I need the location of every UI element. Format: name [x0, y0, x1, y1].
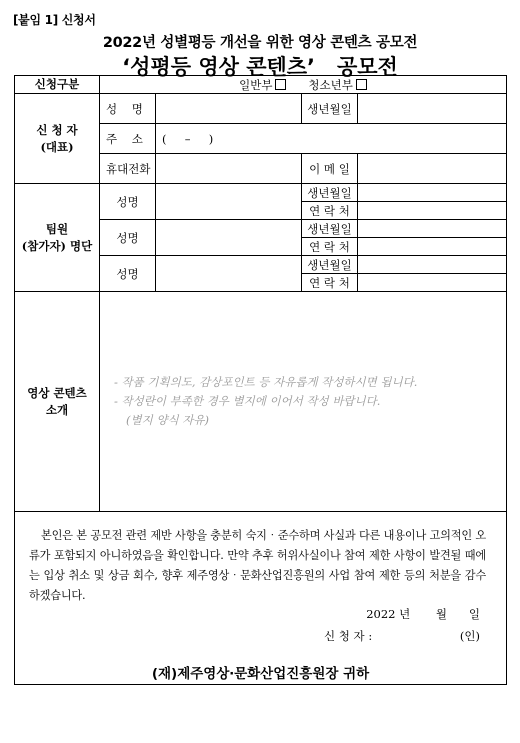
content-section-subtitle: 소개: [45, 402, 69, 417]
content-hint-3: (별지 양식 자유): [126, 413, 209, 427]
member-contact-field[interactable]: [358, 274, 507, 292]
member-name-label: 성명: [100, 256, 156, 292]
birth-field[interactable]: [358, 94, 507, 124]
general-option-label: 일반부: [239, 77, 273, 92]
member-birth-label: 생년월일: [302, 256, 358, 274]
category-row: [15, 76, 507, 94]
phone-label: 휴대전화: [100, 154, 156, 184]
member-contact-label: 연 락 처: [302, 202, 358, 220]
content-hint-1: - 작품 기획의도, 감상포인트 등 자유롭게 작성하시면 됩니다.: [114, 375, 418, 389]
address-label: 주 소: [100, 124, 156, 154]
team-section-title: 팀원: [45, 221, 69, 236]
team-section-subtitle: (참가자) 명단: [21, 238, 93, 253]
youth-option-label: 청소년부: [308, 77, 353, 92]
member-contact-field[interactable]: [358, 238, 507, 256]
name-label: 성 명: [100, 94, 156, 124]
declaration-cell: [15, 512, 507, 685]
signer-line[interactable]: 신 청 자 : (인): [324, 629, 481, 643]
member-name-label: 성명: [100, 184, 156, 220]
email-field[interactable]: [358, 154, 507, 184]
team-member-row: [15, 184, 507, 202]
attachment-label: [붙임 1] 신청서: [13, 13, 96, 27]
member-contact-label: 연 락 처: [302, 238, 358, 256]
member-name-label: 성명: [100, 220, 156, 256]
applicant-section-subtitle: (대표): [40, 139, 74, 154]
declaration-text: 본인은 본 공모전 관련 제반 사항을 충분히 숙지‧준수하며 사실과 다른 내용이나 고의적인 오류가 포함되지 아니하였음을 확인합니다. 만약 추후 허위사실이나 참여 제한 사항이 발견될 때에는 입상 취소 및 상금 회수, 향후 제주영상‧문화산업진흥원의 사업 참여 제한 등의 처분을 감수하겠습니다.: [29, 529, 487, 602]
name-field[interactable]: [156, 94, 302, 124]
member-contact-field[interactable]: [358, 202, 507, 220]
content-textarea[interactable]: [100, 292, 507, 512]
member-birth-field[interactable]: [358, 256, 507, 274]
addressee: (재)제주영상‧문화산업진흥원장 귀하: [151, 666, 370, 682]
content-row: [15, 292, 507, 512]
page-subtitle: ‘성평등 영상 콘텐츠’ 공모전: [122, 55, 398, 79]
member-birth-field[interactable]: [358, 220, 507, 238]
applicant-name-row: [15, 94, 507, 124]
page-title: 2022년 성별평등 개선을 위한 영상 콘텐츠 공모전: [102, 35, 418, 51]
address-field[interactable]: ( – ): [156, 124, 507, 154]
youth-checkbox[interactable]: [356, 79, 367, 90]
team-section-label: [15, 184, 100, 292]
category-options: [100, 76, 507, 94]
member-name-field[interactable]: [156, 220, 302, 256]
application-form: [14, 75, 507, 685]
category-label: 신청구분: [15, 76, 100, 94]
member-name-field[interactable]: [156, 256, 302, 292]
birth-label: 생년월일: [302, 94, 358, 124]
member-birth-field[interactable]: [358, 184, 507, 202]
member-birth-label: 생년월일: [302, 220, 358, 238]
content-hint-2: - 작성란이 부족한 경우 별지에 이어서 작성 바랍니다.: [114, 394, 381, 408]
content-section-title: 영상 콘텐츠: [27, 385, 87, 400]
content-section-label: [15, 292, 100, 512]
declaration-row: [15, 512, 507, 685]
general-checkbox[interactable]: [275, 79, 286, 90]
phone-field[interactable]: [156, 154, 302, 184]
applicant-section-label: [15, 94, 100, 184]
member-birth-label: 생년월일: [302, 184, 358, 202]
member-name-field[interactable]: [156, 184, 302, 220]
applicant-section-title: 신 청 자: [36, 122, 78, 137]
date-line[interactable]: 2022 년 월 일: [366, 607, 481, 621]
member-contact-label: 연 락 처: [302, 274, 358, 292]
email-label: 이 메 일: [302, 154, 358, 184]
